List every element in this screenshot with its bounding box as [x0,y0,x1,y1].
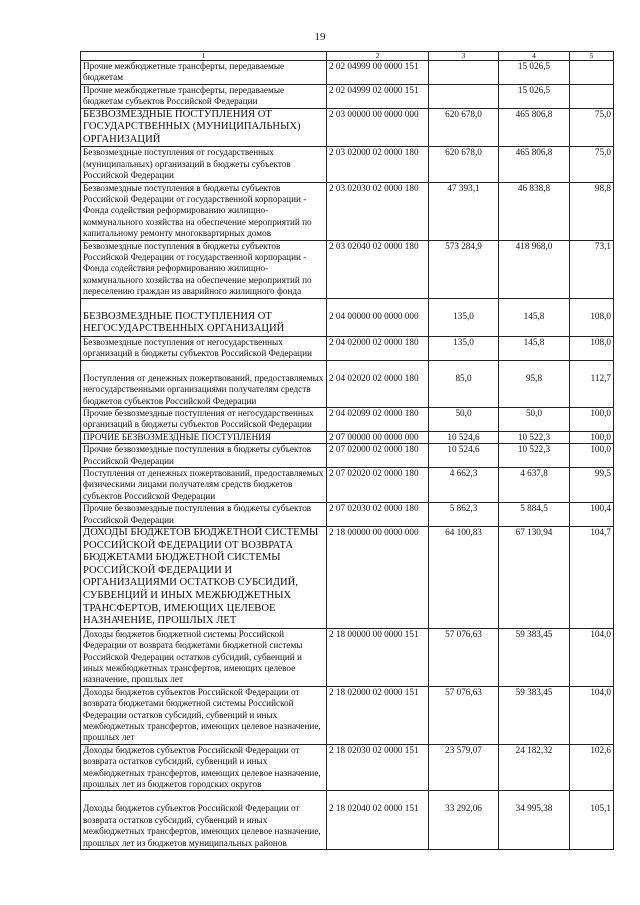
table-row [81,240,614,298]
income-name-cell: Безвозмездные поступления от негосударственных организаций в бюджеты субъектов Российской Федерации [81,336,327,360]
plan-amount-cell: 620 678,0 [429,108,499,147]
column-number: 3 [429,52,499,61]
income-name-cell: Безвозмездные поступления в бюджеты субъектов Российской Федерации от государственной корпорации - Фонда содействия реформированию жилищно-коммунального хозяйства на обеспечение мероприятий по капитальному ремонту многоквартирных домов [81,182,327,240]
actual-amount-cell: 95,8 [499,360,570,407]
income-name-cell: Безвозмездные поступления от государственных (муниципальных) организаций в бюджеты субъектов Российской Федерации [81,147,327,182]
table-row [81,84,614,108]
execution-percent-cell: 108,0 [570,336,614,360]
table-row [81,503,614,527]
actual-amount-cell: 34 995,38 [499,791,570,850]
budget-code-cell: 2 07 02030 02 0000 180 [327,503,429,527]
table-row [81,431,614,443]
plan-amount-cell: 135,0 [429,336,499,360]
actual-amount-cell: 59 383,45 [499,628,570,686]
execution-percent-cell: 104,0 [570,686,614,744]
table-row [81,628,614,686]
income-name-cell: Прочие безвозмездные поступления в бюджеты субъектов Российской Федерации [81,503,327,527]
income-name-cell: Прочие безвозмездные поступления от негосударственных организаций в бюджеты субъектов Российской Федерации [81,407,327,431]
income-name-cell: Безвозмездные поступления в бюджеты субъектов Российской Федерации от государственной корпорации - Фонда содействия реформированию жилищно-коммунального хозяйства на обеспечение мероприятий по переселению граждан из аварийного жилищного фонда [81,240,327,298]
budget-code-cell: 2 02 04999 00 0000 151 [327,61,429,85]
actual-amount-cell: 145,8 [499,336,570,360]
income-name-cell: БЕЗВОЗМЕЗДНЫЕ ПОСТУПЛЕНИЯ ОТ НЕГОСУДАРСТВЕННЫХ ОРГАНИЗАЦИЙ [81,298,327,336]
execution-percent-cell: 75,0 [570,147,614,182]
actual-amount-cell: 50,0 [499,407,570,431]
actual-amount-cell: 67 130,94 [499,526,570,628]
budget-code-cell: 2 03 00000 00 0000 000 [327,108,429,147]
actual-amount-cell: 465 806,8 [499,147,570,182]
budget-code-cell: 2 07 02000 02 0000 180 [327,444,429,468]
actual-amount-cell: 15 026,5 [499,61,570,85]
income-name-cell: Доходы бюджетов субъектов Российской Федерации от возврата бюджетами бюджетной системы Российской Федерации остатков субсидий, субвенций и иных межбюджетных трансфертов, имеющих целевое назначение, прошлых лет [81,686,327,744]
page-number: 19 [314,31,326,43]
table-row [81,147,614,182]
budget-code-cell: 2 04 02000 02 0000 180 [327,336,429,360]
table-row [81,791,614,850]
actual-amount-cell: 145,8 [499,298,570,336]
actual-amount-cell: 46 838,8 [499,182,570,240]
income-name-cell: БЕЗВОЗМЕЗДНЫЕ ПОСТУПЛЕНИЯ ОТ ГОСУДАРСТВЕННЫХ (МУНИЦИПАЛЬНЫХ) ОРГАНИЗАЦИЙ [81,108,327,147]
budget-code-cell: 2 07 00000 00 0000 000 [327,431,429,443]
budget-code-cell: 2 07 02020 02 0000 180 [327,467,429,502]
execution-percent-cell: 104,0 [570,628,614,686]
budget-code-cell: 2 18 00000 00 0000 000 [327,526,429,628]
execution-percent-cell: 98,8 [570,182,614,240]
table-row [81,360,614,407]
table-row [81,686,614,744]
execution-percent-cell: 108,0 [570,298,614,336]
column-number-row [81,52,614,61]
actual-amount-cell: 4 637,8 [499,467,570,502]
execution-percent-cell [570,84,614,108]
plan-amount-cell: 5 862,3 [429,503,499,527]
table-row [81,61,614,85]
plan-amount-cell: 4 662,3 [429,467,499,502]
budget-code-cell: 2 04 00000 00 0000 000 [327,298,429,336]
income-name-cell: Доходы бюджетов субъектов Российской Федерации от возврата остатков субсидий, субвенций и иных межбюджетных трансфертов, имеющих целевое назначение, прошлых лет из бюджетов городских округов [81,744,327,791]
budget-code-cell: 2 04 02020 02 0000 180 [327,360,429,407]
income-name-cell: Доходы бюджетов субъектов Российской Федерации от возврата остатков субсидий, субвенций и иных межбюджетных трансфертов, имеющих целевое назначение, прошлых лет из бюджетов муниципальных районов [81,791,327,850]
execution-percent-cell: 100,0 [570,444,614,468]
actual-amount-cell: 465 806,8 [499,108,570,147]
execution-percent-cell [570,61,614,85]
execution-percent-cell: 112,7 [570,360,614,407]
execution-percent-cell: 104,7 [570,526,614,628]
income-name-cell: Прочие безвозмездные поступления в бюджеты субъектов Российской Федерации [81,444,327,468]
income-name-cell: Поступления от денежных пожертвований, предоставляемых негосударственными организациями получателям средств бюджетов субъектов Российской Федерации [81,360,327,407]
execution-percent-cell: 75,0 [570,108,614,147]
plan-amount-cell: 573 284,9 [429,240,499,298]
plan-amount-cell: 23 579,07 [429,744,499,791]
budget-code-cell: 2 02 04999 02 0000 151 [327,84,429,108]
budget-code-cell: 2 03 02030 02 0000 180 [327,182,429,240]
column-number: 2 [327,52,429,61]
execution-percent-cell: 102,6 [570,744,614,791]
execution-percent-cell: 99,5 [570,467,614,502]
actual-amount-cell: 5 884,5 [499,503,570,527]
actual-amount-cell: 10 522,3 [499,431,570,443]
plan-amount-cell: 47 393,1 [429,182,499,240]
table-row [81,444,614,468]
execution-percent-cell: 105,1 [570,791,614,850]
plan-amount-cell: 620 678,0 [429,147,499,182]
plan-amount-cell: 135,0 [429,298,499,336]
budget-code-cell: 2 04 02099 02 0000 180 [327,407,429,431]
plan-amount-cell: 85,0 [429,360,499,407]
plan-amount-cell: 64 100,83 [429,526,499,628]
budget-code-cell: 2 03 02040 02 0000 180 [327,240,429,298]
income-name-cell: ПРОЧИЕ БЕЗВОЗМЕЗДНЫЕ ПОСТУПЛЕНИЯ [81,431,327,443]
table-row [81,407,614,431]
table-row [81,467,614,502]
plan-amount-cell [429,84,499,108]
income-name-cell: Прочие межбюджетные трансферты, передаваемые бюджетам [81,61,327,85]
table-row [81,108,614,147]
actual-amount-cell: 418 968,0 [499,240,570,298]
budget-code-cell: 2 18 02000 02 0000 151 [327,686,429,744]
budget-code-cell: 2 03 02000 02 0000 180 [327,147,429,182]
income-name-cell: ДОХОДЫ БЮДЖЕТОВ БЮДЖЕТНОЙ СИСТЕМЫ РОССИЙСКОЙ ФЕДЕРАЦИИ ОТ ВОЗВРАТА БЮДЖЕТАМИ БЮДЖЕТНОЙ СИСТЕМЫ РОССИЙСКОЙ ФЕДЕРАЦИИ И ОРГАНИЗАЦИЯМИ ОСТАТКОВ СУБСИДИЙ, СУБВЕНЦИЙ И ИНЫХ МЕЖБЮДЖЕТНЫХ ТРАНСФЕРТОВ, ИМЕЮЩИХ ЦЕЛЕВОЕ НАЗНАЧЕНИЕ, ПРОШЛЫХ ЛЕТ [81,526,327,628]
plan-amount-cell: 57 076,63 [429,686,499,744]
budget-code-cell: 2 18 00000 00 0000 151 [327,628,429,686]
execution-percent-cell: 100,4 [570,503,614,527]
actual-amount-cell: 59 383,45 [499,686,570,744]
table-row [81,336,614,360]
plan-amount-cell [429,61,499,85]
column-number: 4 [499,52,570,61]
plan-amount-cell: 10 524,6 [429,431,499,443]
table-row [81,744,614,791]
execution-percent-cell: 73,1 [570,240,614,298]
income-name-cell: Доходы бюджетов бюджетной системы Российской Федерации от возврата бюджетами бюджетной системы Российской Федерации остатков субсидий, субвенций и иных межбюджетных трансфертов, имеющих целевое назначение, прошлых лет [81,628,327,686]
budget-table [80,51,614,850]
table-row [81,526,614,628]
plan-amount-cell: 50,0 [429,407,499,431]
column-number: 1 [81,52,327,61]
plan-amount-cell: 10 524,6 [429,444,499,468]
plan-amount-cell: 33 292,06 [429,791,499,850]
actual-amount-cell: 15 026,5 [499,84,570,108]
table-row [81,298,614,336]
budget-code-cell: 2 18 02040 02 0000 151 [327,791,429,850]
execution-percent-cell: 100,0 [570,431,614,443]
execution-percent-cell: 100,0 [570,407,614,431]
actual-amount-cell: 10 522,3 [499,444,570,468]
column-number: 5 [570,52,614,61]
plan-amount-cell: 57 076,63 [429,628,499,686]
actual-amount-cell: 24 182,32 [499,744,570,791]
budget-code-cell: 2 18 02030 02 0000 151 [327,744,429,791]
income-name-cell: Прочие межбюджетные трансферты, передаваемые бюджетам субъектов Российской Федерации [81,84,327,108]
table-row [81,182,614,240]
income-name-cell: Поступления от денежных пожертвований, предоставляемых физическими лицами получателям средств бюджетов субъектов Российской Федерации [81,467,327,502]
